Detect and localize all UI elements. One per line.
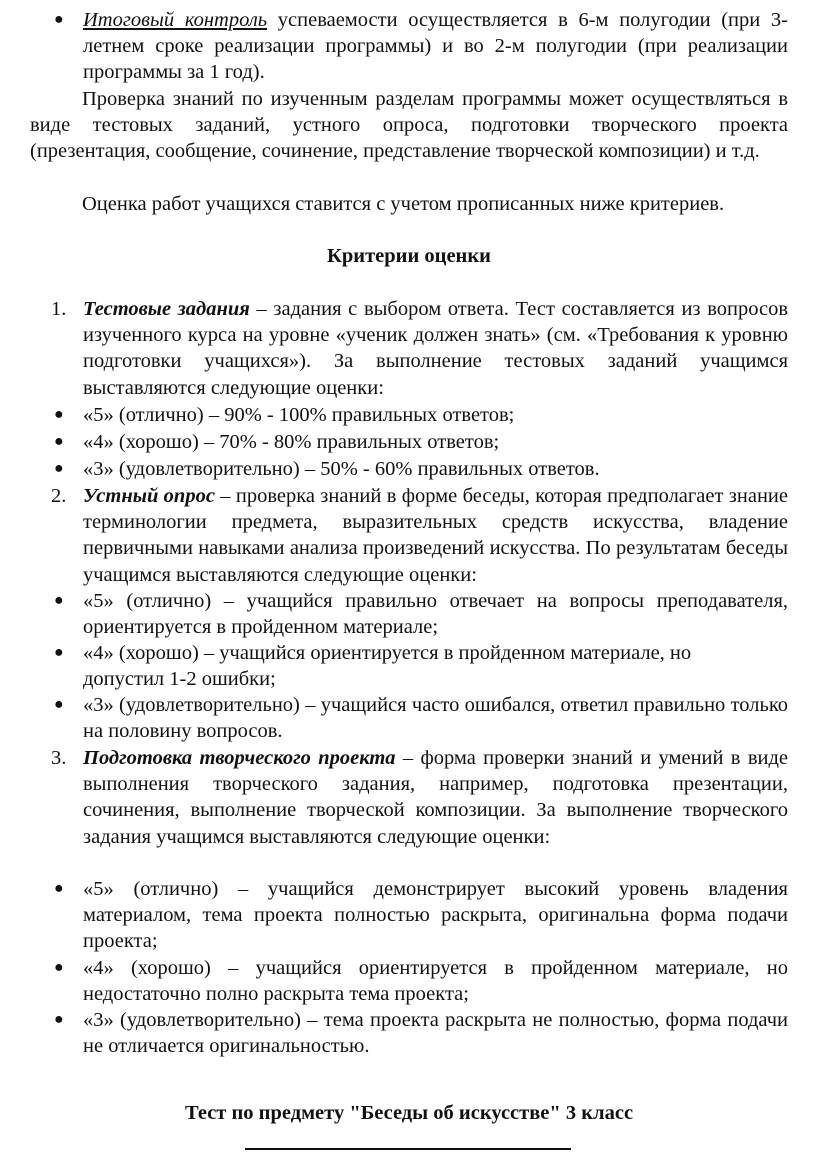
answer-underline <box>245 1148 571 1150</box>
bullet-icon: ● <box>54 644 64 661</box>
grade-line: «3» (удовлетворительно) – тема проекта раскрыта не полностью, форма подачи не отличается оригинальностью. <box>83 1009 788 1058</box>
bullet-icon: ● <box>54 433 64 450</box>
grade-line: «4» (хорошо) – учащийся ориентируется в пройденном материале, но недостаточно полно раскрыта тема проекта; <box>83 957 788 1006</box>
bullet-icon: ● <box>54 11 64 28</box>
final-control-text: успеваемости осуществляется в 6-м полугодии (при 3-летнем сроке реализации программы) и во 2-м полугодии (при реализации программы за 1 год). <box>83 9 788 84</box>
item-text: – задания с выбором ответа. Тест составляется из вопросов изученного курса на уровне «ученик должен знать» (см. «Требования к уровню подготовки учащихся»). За выполнение тестовых заданий учащимся выставляются следующие оценки: <box>83 298 788 399</box>
grade-line: «5» (отлично) – учащийся правильно отвечает на вопросы преподавателя, ориентируется в пройденном материале; <box>83 590 788 639</box>
grading-paragraph: Оценка работ учащихся ставится с учетом прописанных ниже критериев. <box>82 193 725 215</box>
bullet-icon: ● <box>54 880 64 897</box>
bullet-icon: ● <box>54 592 64 609</box>
criteria-item-project <box>83 745 788 850</box>
item-term: Подготовка творческого проекта <box>83 747 396 769</box>
item-text: – форма проверки знаний и умений в виде выполнения творческого задания, например, подготовка презентации, сочинения, выполнение творческой композиции. За выполнение творческого задания учащимся выставляются следующие оценки: <box>83 747 788 848</box>
item-number: 3. <box>51 747 67 769</box>
item-text: – проверка знаний в форме беседы, которая предполагает знание терминологии предмета, выразительных средств искусства, владение первичными навыками анализа произведений искусства. По результатам беседы учащимся выставляются следующие оценки: <box>83 485 788 586</box>
item-term: Устный опрос <box>83 485 215 507</box>
bullet-icon: ● <box>54 1011 64 1028</box>
test-title: Тест по предмету "Беседы об искусстве" 3 класс <box>184 1102 634 1124</box>
grade-line: «5» (отлично) – 90% - 100% правильных ответов; <box>83 404 515 426</box>
grade-line: «4» (хорошо) – 70% - 80% правильных ответов; <box>83 431 500 453</box>
bullet-icon: ● <box>54 696 64 713</box>
knowledge-check-paragraph: Проверка знаний по изученным разделам программы может осуществляться в виде тестовых заданий, устного опроса, подготовки творческого проекта (презентация, сообщение, сочинение, представление творческой композиции) и т.д. <box>30 88 788 163</box>
criteria-item-tests <box>83 296 788 401</box>
grade-line: «4» (хорошо) – учащийся ориентируется в пройденном материале, но допустил 1-2 ошибки; <box>83 642 692 691</box>
grade-line: «5» (отлично) – учащийся демонстрирует высокий уровень владения материалом, тема проекта полностью раскрыта, оригинальна форма подачи проекта; <box>83 878 788 953</box>
bullet-icon: ● <box>54 959 64 976</box>
final-control-paragraph <box>83 7 788 86</box>
bullet-icon: ● <box>54 460 64 477</box>
criteria-heading: Критерии оценки <box>327 245 491 267</box>
grade-line: «3» (удовлетворительно) – 50% - 60% правильных ответов. <box>83 458 600 480</box>
item-number: 1. <box>51 298 67 320</box>
criteria-item-oral <box>83 483 788 588</box>
bullet-icon: ● <box>54 406 64 423</box>
final-control-term: Итоговый контроль <box>83 9 268 31</box>
item-number: 2. <box>51 485 67 507</box>
grade-line: «3» (удовлетворительно) – учащийся часто ошибался, ответил правильно только на половину вопросов. <box>83 694 788 743</box>
item-term: Тестовые задания <box>83 298 250 320</box>
